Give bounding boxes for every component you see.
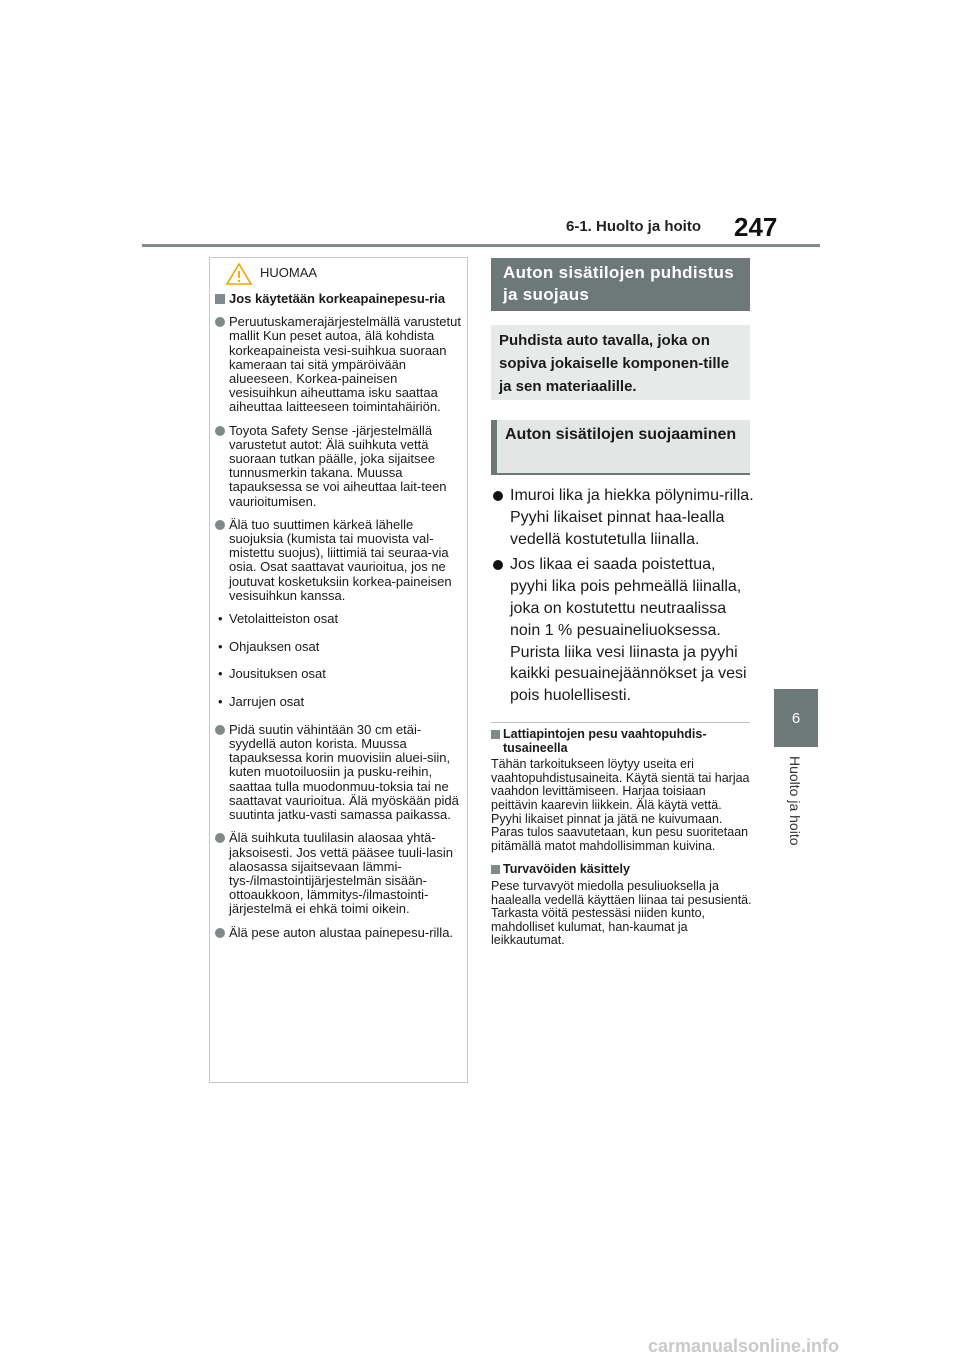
- caution-body: [215, 292, 463, 949]
- caution-sub-item: • Jarrujen osat: [215, 695, 463, 709]
- caution-box: [209, 257, 468, 1083]
- caution-sub-item: • Jousituksen osat: [215, 667, 463, 681]
- chapter-tab-number: 6: [774, 689, 818, 747]
- section-title: Auton sisätilojen puhdistus ja suojaus: [491, 258, 750, 311]
- caution-item: Älä tuo suuttimen kärkeä lähelle suojuksia (kumista tai muovista val-mistettu suojus), liittimiä tai seuraa-via osia. Osat saattavat vaurioitua, jos ne joutuvat kosketuksiin korkea-paineisen vesisuihkun kanssa.: [215, 518, 463, 603]
- caution-sub-item: • Ohjauksen osat: [215, 640, 463, 654]
- chapter-tab-text: Huolto ja hoito: [787, 756, 803, 846]
- subsection-title: Auton sisätilojen suojaaminen: [491, 420, 750, 475]
- caution-item: Älä pese auton alustaa painepesu-rilla.: [215, 926, 463, 940]
- section-summary: Puhdista auto tavalla, joka on sopiva jokaiselle komponen-tille ja sen materiaalille.: [491, 325, 750, 400]
- note-text: Tähän tarkoitukseen löytyy useita eri vaahtopuhdistusaineita. Käytä sientä tai harjaa vaahdon levittämiseen. Harjaa toisiaan peittävin kaarevin liikkein. Älä käytä vettä. Pyyhi likaiset pinnat ja jätä ne kuivumaan. Paras tulos saavutetaan, kun pesu suoritetaan pitämällä matot mahdollisimman kuivina.: [491, 757, 750, 853]
- caution-item: Toyota Safety Sense -järjestelmällä varustetut autot: Älä suihkuta vettä suoraan tutkan päälle, joka sijaitsee tunnusmerkin takana. Muussa tapauksessa se voi aiheuttaa lait-teen vaurioitumisen.: [215, 424, 463, 509]
- caution-item: Älä suihkuta tuulilasin alaosaa yhtä-jaksoisesti. Jos vettä pääsee tuuli-lasin alaosassa sijaitsevaan lämmi-tys-/ilmastointijärjestelmän sisään-ottoaukkoon, lämmitys-/ilmastointi-järjestelmä ei ehkä toimi oikein.: [215, 831, 463, 916]
- chapter-tab-label: [779, 756, 813, 866]
- note-text: Pese turvavyöt miedolla pesuliuoksella ja haalealla vedellä käyttäen liinaa tai pesusientä. Tarkasta vöitä pestessäsi niiden kunto, mahdolliset kulumat, han-kaumat ja leikkautumat.: [491, 878, 752, 948]
- note-heading: Turvavöiden käsittely: [491, 863, 753, 877]
- watermark: carmanualsonline.info: [648, 1336, 840, 1356]
- caution-sub-item: • Vetolaitteiston osat: [215, 612, 463, 626]
- caution-header: [210, 258, 467, 288]
- note-heading: Lattiapintojen pesu vaahtopuhdis-tusaineella: [491, 728, 753, 755]
- notes-divider: [491, 722, 750, 723]
- notes-section: [491, 728, 753, 958]
- page-number: 247: [734, 212, 778, 242]
- caution-item: Peruutuskamerajärjestelmällä varustetut mallit Kun peset autoa, älä kohdista korkeapaineista vesi-suihkua suoraan kameraan tai sitä ympäröivään alueeseen. Korkea-paineisen vesisuihkun aiheuttama isku saattaa aiheuttaa laitteeseen toimintahäiriön.: [215, 315, 463, 414]
- caution-heading: Jos käytetään korkeapainepesu-ria: [215, 292, 463, 306]
- instruction-list: [491, 485, 756, 711]
- caution-item: Pidä suutin vähintään 30 cm etäi-syydellä auton korista. Muussa tapauksessa korin muovisiin aluei-siin, kuten muotoiluosiin ja pusku-reihin, saattaa tulla muodonmuu-toksia tai ne saattavat vaurioitua. Älä myöskään pidä suutinta jatku-vasti samassa paikassa.: [215, 723, 463, 822]
- warning-triangle-icon: [225, 262, 253, 286]
- instruction-item: Jos likaa ei saada poistettua, pyyhi lika pois pehmeällä liinalla, joka on kostutettu neutraalissa noin 1 % pesuaineliuoksessa. Purista liika vesi liinasta ja pyyhi kaikki pesuainejäännökset ja vesi pois huolellisesti.: [491, 554, 756, 707]
- header-divider: [142, 244, 820, 247]
- caution-label: HUOMAA: [260, 265, 318, 280]
- instruction-item: Imuroi lika ja hiekka pölynimu-rilla. Pyyhi likaiset pinnat haa-lealla vedellä kostutetulla liinalla.: [491, 485, 756, 550]
- section-header: 6-1. Huolto ja hoito: [566, 218, 701, 235]
